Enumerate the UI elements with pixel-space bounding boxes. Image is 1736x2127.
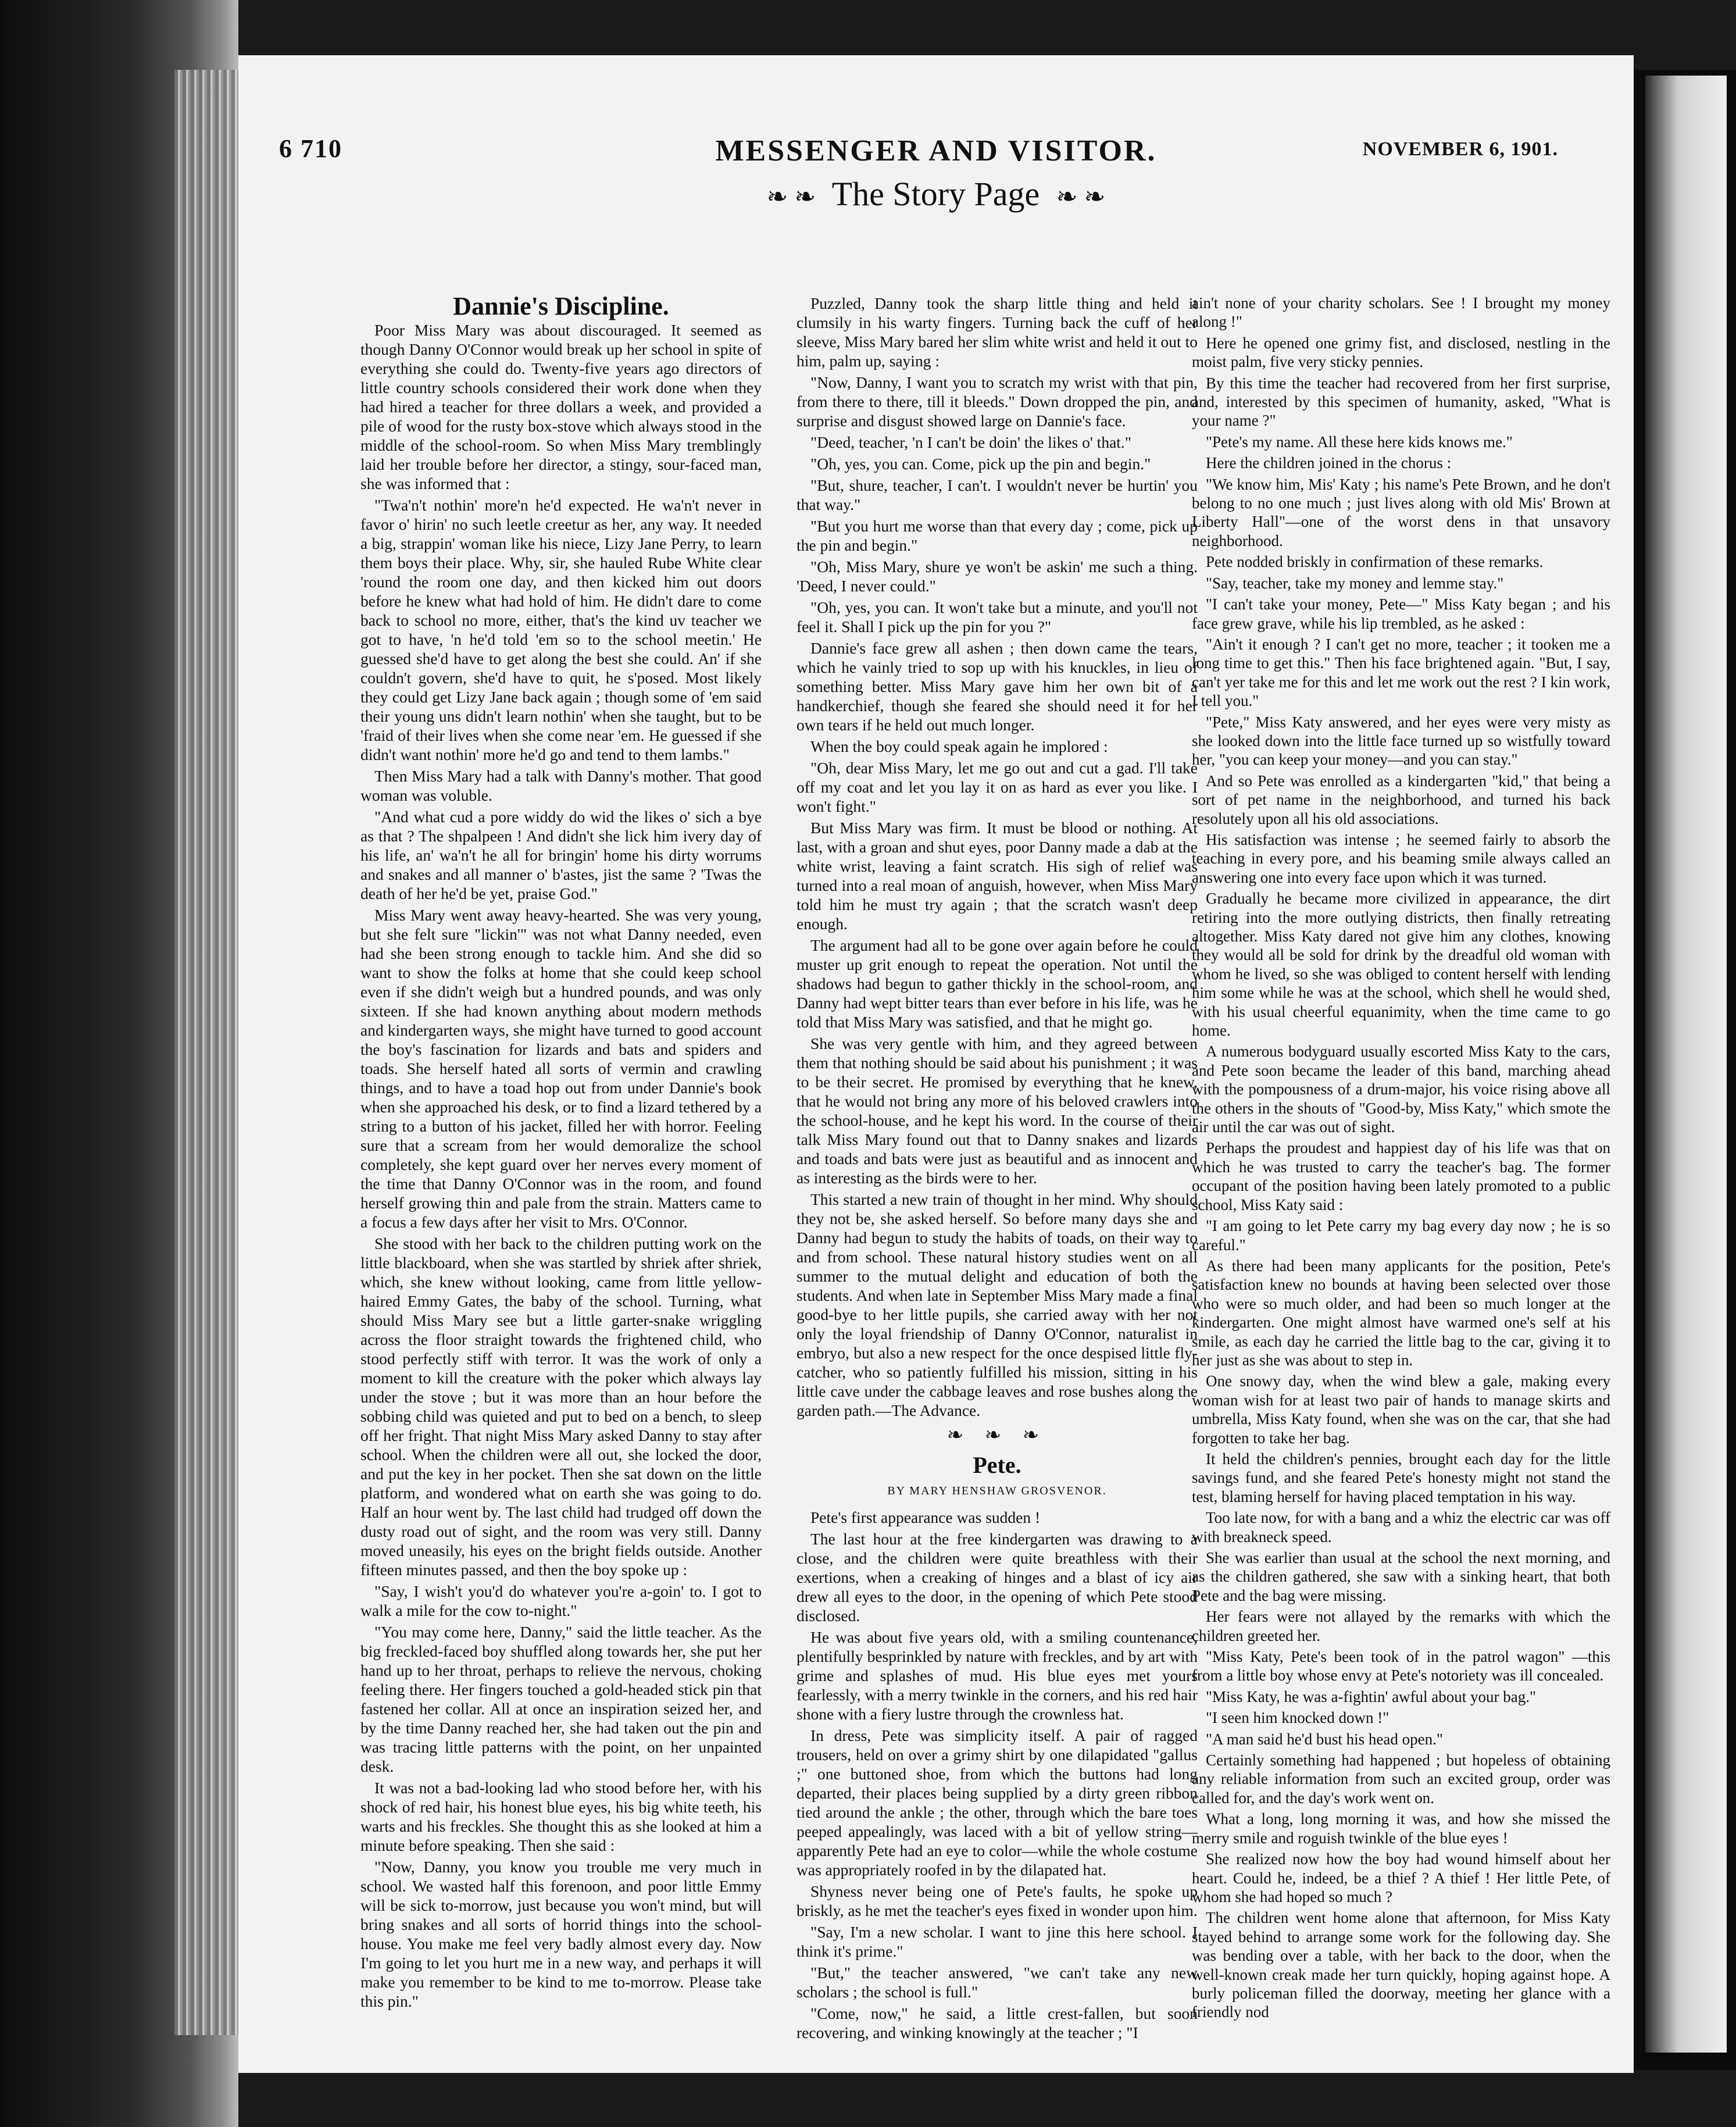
paragraph: "You may come here, Danny," said the little teacher. As the big freckled-faced boy shuffled along towards her, she put her hand up to her throat, perhaps to relieve the nervous, choking feeling there. Her fingers touched a gold-headed stick pin that fastened her collar. All at once an inspiration seized her, and by the time Danny reached her, she had taken out the pin and was tracing little patterns with the point, on her unpainted desk. xyxy=(360,1623,762,1775)
paragraph: What a long, long morning it was, and how she missed the merry smile and roguish twinkle of the blue eyes ! xyxy=(1192,1810,1610,1847)
paragraph: Certainly something had happened ; but hopeless of obtaining any reliable information from such an excited group, order was called for, and the day's work went on. xyxy=(1192,1751,1610,1807)
paragraph: ain't none of your charity scholars. See ! I brought my money along !" xyxy=(1192,294,1610,331)
issue-date: NOVEMBER 6, 1901. xyxy=(1362,138,1558,160)
paragraph: But Miss Mary was firm. It must be blood or nothing. At last, with a groan and shut eyes, poor Danny made a dab at the white wrist, leaving a faint scratch. His sigh of relief was turned into a real moan of anguish, however, when Miss Mary told him he must try again ; that the scratch wasn't deep enough. xyxy=(796,819,1198,933)
paragraph: "Miss Katy, Pete's been took of in the patrol wagon" —this from a little boy whose envy at Pete's notoriety was ill concealed. xyxy=(1192,1648,1610,1685)
paragraph: "I seen him knocked down !" xyxy=(1206,1709,1389,1727)
paragraph: "I can't take your money, Pete—" Miss Katy began ; and his face grew grave, while his lip trembled, as he asked : xyxy=(1192,595,1610,632)
column-2 xyxy=(796,241,1198,2044)
section-separator: ❧ ❧ ❧ xyxy=(946,1425,1048,1446)
paragraph: "Oh, Miss Mary, shure ye won't be askin' me such a thing. 'Deed, I never could." xyxy=(796,558,1198,595)
page-edges xyxy=(174,70,238,2035)
newspaper-page xyxy=(238,55,1634,2073)
paragraph: "But you hurt me worse than that every day ; come, pick up the pin and begin." xyxy=(796,517,1198,554)
section-title: The Story Page xyxy=(831,175,1040,213)
paragraph: The argument had all to be gone over again before he could muster up grit enough to repeat the operation. Not until the shadows had begun to gather thickly in the school-room, and Danny had wept bitter tears than ever before in his life, was he told that Miss Mary was satisfied, and that he might go. xyxy=(796,936,1198,1031)
paragraph: "Oh, yes, you can. Come, pick up the pin and begin." xyxy=(810,455,1151,473)
paragraph: He was about five years old, with a smiling countenance, plentifully besprinkled by nature with freckles, and by art with grime and splashes of mud. His blue eyes met yours fearlessly, with a merry twinkle in the corners, and his red hair shone with a fiery lustre through the crownless hat. xyxy=(796,1628,1198,1723)
paragraph: Here he opened one grimy fist, and disclosed, nestling in the moist palm, five very sticky pennies. xyxy=(1192,334,1610,371)
paragraph: "Now, Danny, you know you trouble me very much in school. We wasted half this forenoon, and poor little Emmy will be sick to-morrow, just because you won't mind, but will bring snakes and all sorts of horrid things into the school-house. You make me feel very badly almost every day. Now I'm going to let you hurt me in a new way, and perhaps it will make you remember to be kind to me to-morrow. Please take this pin." xyxy=(360,1858,762,2010)
paragraph: In dress, Pete was simplicity itself. A pair of ragged trousers, held on over a grimy shirt by one dilapidated "gallus ;" one buttoned shoe, from which the buttons had long departed, their places being supplied by a dirty green ribbon tied around the ankle ; the other, through which the bare toes peeped appealingly, was laced with a bit of yellow string—apparently Pete had an eye to color—while the whole costume was appropriately roofed in by the dilapated hat. xyxy=(796,1726,1198,1879)
paragraph: Then Miss Mary had a talk with Danny's mother. That good woman was voluble. xyxy=(360,767,762,804)
paragraph: "Pete's my name. All these here kids knows me." xyxy=(1206,433,1513,451)
paragraph: "We know him, Mis' Katy ; his name's Pete Brown, and he don't belong to no one much ; just lives along with old Mis' Brown at Liberty Hall"—one of the worst dens in that unsavory neighborhood. xyxy=(1192,475,1610,549)
paragraph: "Miss Katy, he was a-fightin' awful about your bag." xyxy=(1206,1687,1537,1705)
paragraph: Puzzled, Danny took the sharp little thing and held it clumsily in his warty fingers. Turning back the cuff of her sleeve, Miss Mary bared her slim white wrist and held it out to him, palm up, saying : xyxy=(796,294,1198,370)
paragraph: "A man said he'd bust his head open." xyxy=(1206,1730,1443,1748)
paragraph: "Now, Danny, I want you to scratch my wrist with that pin, from there to there, till it bleeds." Down dropped the pin, and surprise and disgust showed large on Dannie's face. xyxy=(796,373,1198,430)
paragraph: The last hour at the free kindergarten was drawing to a close, and the children were quite breathless with their exertions, when a creaking of hinges and a blast of icy air drew all eyes to the door, in the opening of which Pete stood disclosed. xyxy=(796,1530,1198,1625)
paragraph: She was very gentle with him, and they agreed between them that nothing should be said about his punishment ; it was to be their secret. He promised by everything that he knew, that he would not bring any more of his beloved crawlers into the school-house, and he kept his word. In the course of their talk Miss Mary found out that to Danny snakes and lizards and toads and bats were just as beautiful and as innocent and as interesting as the birds were to her. xyxy=(796,1034,1198,1187)
paragraph: Here the children joined in the chorus : xyxy=(1206,454,1452,472)
paragraph: This started a new train of thought in her mind. Why should they not be, she asked herself. So before many days she and Danny had begun to study the habits of toads, on their way to and from school. These natural history studies went on all summer to the mutual delight and education of both the students. And when late in September Miss Mary made a final good-bye to her little pupils, she carried away with her not only the loyal friendship of Danny O'Connor, naturalist in embryo, but also a new respect for the once despised little fly-catcher, who so patiently fulfilled his mission, sitting in his little cave under the cabbage leaves and rose bushes along the garden path.—The Advance. xyxy=(796,1190,1198,1419)
paragraph: Too late now, for with a bang and a whiz the electric car was off with breakneck speed. xyxy=(1192,1509,1610,1546)
paragraph: "Pete," Miss Katy answered, and her eyes were very misty as she looked down into the little face turned up so wistfully toward her, "you can keep your money—and you can stay." xyxy=(1192,713,1610,769)
paragraph: Shyness never being one of Pete's faults, he spoke up briskly, as he met the teacher's eyes fixed in wonder upon him. xyxy=(796,1882,1198,1919)
paragraph: "Say, I wish't you'd do whatever you're a-goin' to. I got to walk a mile for the cow to-night." xyxy=(360,1582,762,1619)
paragraph: His satisfaction was intense ; he seemed fairly to absorb the teaching in every pore, and his beaming smile always called an answering one into every face upon which it was turned. xyxy=(1192,830,1610,886)
paragraph: "Say, teacher, take my money and lemme stay." xyxy=(1206,574,1504,592)
paragraph: Pete nodded briskly in confirmation of these remarks. xyxy=(1206,553,1544,571)
paragraph: It was not a bad-looking lad who stood before her, with his shock of red hair, his honest blue eyes, his big white teeth, his warts and his freckles. She thought this as she looked at him a minute before speaking. Then she said : xyxy=(360,1779,762,1854)
paragraph: "Come, now," he said, a little crest-fallen, but soon recovering, and winking knowingly at the teacher ; "I xyxy=(796,2004,1198,2042)
page-number: 6 710 xyxy=(279,134,342,163)
paragraph: "But," the teacher answered, "we can't take any new scholars ; the school is full." xyxy=(796,1964,1198,2001)
paragraph: "Say, I'm a new scholar. I want to jine this here school. I think it's prime." xyxy=(796,1923,1198,1960)
ornament-icon: ❧ ❧ xyxy=(766,183,816,211)
publication-title: MESSENGER AND VISITOR. xyxy=(715,134,1157,167)
paragraph: Miss Mary went away heavy-hearted. She was very young, but she felt sure "lickin'" was not what Danny needed, even had she been strong enough to tackle him. And she did so want to show the folks at home that she could keep school even if she didn't weigh but a hundred pounds, and was only sixteen. If she had known anything about modern methods and kindergarten ways, she might have turned to good account the boy's fascination for lizards and bats and spiders and toads. She herself hated all sorts of vermin and crawling things, and to have a toad hop out from under Dannie's book when she approached his desk, or to find a lizard tethered by a string to a button of his jacket, filled her with horror. Feeling sure that a scream from her would demoralize the school completely, she kept guard over her nerves every moment of the time that Danny O'Connor was in the room, and found herself growing thin and pale from the strain. Matters came to a focus a few days after her visit to Mrs. O'Connor. xyxy=(360,906,762,1231)
paragraph: A numerous bodyguard usually escorted Miss Katy to the cars, and Pete soon became the leader of this band, marching ahead with the pompousness of a drum-major, his voice rising above all the others in the shouts of "Good-by, Miss Katy," which smote the air until the car was out of sight. xyxy=(1192,1043,1610,1136)
paragraph: She was earlier than usual at the school the next morning, and as the children gathered, she saw with a sinking heart, that both Pete and the bag were missing. xyxy=(1192,1549,1610,1604)
masthead xyxy=(238,134,1634,180)
paragraph: Pete's first appearance was sudden ! xyxy=(810,1508,1041,1526)
column-3 xyxy=(1192,241,1610,2024)
paragraph: As there had been many applicants for the position, Pete's satisfaction knew no bounds at having been selected over those who were so much older, and had been so much longer at the kindergarten. One might almost have warmed one's self at his smile, as each day he carried the little bag to the car, giving it to her just as she was about to step in. xyxy=(1192,1257,1610,1369)
paragraph: One snowy day, when the wind blew a gale, making every woman wish for at least two pair of hands to manage skirts and umbrella, Miss Katy found, when she was on the car, that she had forgotten to take her bag. xyxy=(1192,1372,1610,1447)
paragraph: "And what cud a pore widdy do wid the likes o' sich a bye as that ? The shpalpeen ! And didn't she lick him ivery day of his life, an' wa'n't he all for bringin' home his dirty worrums and snakes and all manner o' b'astes, jist the same ? 'Twas the death of her he'd be yet, praise God." xyxy=(360,808,762,902)
paragraph: "Oh, yes, you can. It won't take but a minute, and you'll not feel it. Shall I pick up the pin for you ?" xyxy=(796,598,1198,636)
paragraph: Dannie's face grew all ashen ; then down came the tears, which he vainly tried to sop up with his knuckles, in lieu of something better. Miss Mary gave him her own bit of a handkerchief, though she feared she should need it for her own tears if he held out much longer. xyxy=(796,639,1198,734)
paragraph: The children went home alone that afternoon, for Miss Katy stayed behind to arrange some work for the following day. She was bending over a table, with her back to the door, when the well-known creak made her turn quickly, hoping against hope. A burly policeman filled the doorway, meeting her glance with a friendly nod xyxy=(1192,1909,1610,2021)
paragraph: "But, shure, teacher, I can't. I wouldn't never be hurtin' you that way." xyxy=(796,476,1198,513)
paragraph: Gradually he became more civilized in appearance, the dirt retiring into the more outlying districts, then finally retreating altogether. Miss Katy dared not give him any clothes, knowing they would all be sold for drink by the dreadful old woman with whom he lived, so she was obliged to content herself with lending him some while he was at the school, which shell he would shed, with his usual cheerful equanimity, when the time came to go home. xyxy=(1192,890,1610,1040)
paragraph: Poor Miss Mary was about discouraged. It seemed as though Danny O'Connor would break up her school in spite of everything she could do. Twenty-five years ago directors of little country schools considered their work done when they had hired a teacher for three dollars a week, and provided a pile of wood for the rusty box-stove which always stood in the middle of the school-room. So when Miss Mary tremblingly laid her trouble before her director, a stingy, sour-faced man, she was informed that : xyxy=(360,321,762,493)
story-title: Dannie's Discipline. xyxy=(453,292,669,320)
paragraph: "Oh, dear Miss Mary, let me go out and cut a gad. I'll take off my coat and let you lay it on as hard as ever you like. I won't fight." xyxy=(796,759,1198,815)
story-body xyxy=(796,294,1198,1420)
paragraph: And so Pete was enrolled as a kindergarten "kid," that being a sort of pet name in the neighborhood, and turned his back resolutely upon all his old associations. xyxy=(1192,772,1610,827)
paragraph: Her fears were not allayed by the remarks with which the children greeted her. xyxy=(1192,1608,1610,1644)
paragraph: It held the children's pennies, brought each day for the little savings fund, and she feared Pete's honesty might not stand the test, blaming herself for having placed temptation in his way. xyxy=(1192,1450,1610,1505)
paragraph: "Deed, teacher, 'n I can't be doin' the likes o' that." xyxy=(810,433,1132,451)
story-title: Pete. xyxy=(973,1452,1021,1478)
byline: BY MARY HENSHAW GROSVENOR. xyxy=(887,1484,1107,1497)
paragraph: "Twa'n't nothin' more'n he'd expected. He wa'n't never in favor o' hirin' no such leetle creetur as her, any way. It needed a big, strappin' woman like his niece, Lizy Jane Perry, to learn them boys their place. Why, sir, she hauled Rube White clear 'round the room one day, and then kicked him out doors before he knew what had hold of him. He didn't dare to come back to school no more, either, that's the kind uv teacher we got to have, 'n he'd told 'em so to the school meetin.' He guessed she'd have to get along the best she could. An' if she couldn't govern, she'd have to quit, he s'posed. Most likely they could get Lizy Jane back again ; though some of 'em said their young uns didn't learn nothin' when she taught, but to be 'fraid of their lives when she come near 'em. He guessed if she didn't want nothin' more he'd go and tend to them lambs." xyxy=(360,496,762,763)
paragraph: She stood with her back to the children putting work on the little blackboard, when she was startled by shriek after shriek, which, she knew without looking, came from little yellow-haired Emmy Gates, the baby of the school. Turning, what should Miss Mary see but a little garter-snake wriggling across the floor straight towards the frightened child, who stood perfectly stiff with terror. It was the work of only a moment to kill the creature with the poker which always lay under the stove ; but it was more than an hour before the sobbing child was quieted and put to bed on a bench, to sleep off her fright. That night Miss Mary asked Danny to stay after school. When the children were all out, she locked the door, and put the key in her pocket. Then she sat down on the little platform, and wondered what on earth she was going to do. Half an hour went by. The last child had trudged off down the dusty road out of sight, and the room was very still. Danny moved uneasily, his eyes on the bright fields outside. Another fifteen minutes passed, and then the boy spoke up : xyxy=(360,1234,762,1579)
section-heading xyxy=(238,174,1634,213)
paragraph: Perhaps the proudest and happiest day of his life was that on which he was trusted to carry the teacher's bag. The former occupant of the position having been lately promoted to a public school, Miss Katy said : xyxy=(1192,1139,1610,1214)
ornament-icon: ❧ ❧ xyxy=(1056,183,1106,211)
column-1 xyxy=(360,241,762,2013)
paragraph: "I am going to let Pete carry my bag every day now ; he is so careful." xyxy=(1192,1217,1610,1254)
paragraph: "Ain't it enough ? I can't get no more, teacher ; it tooken me a long time to get this." Then his face brightened again. "But, I say, can't yer take me for this and let me work out the rest ? I kin work, I tell you." xyxy=(1192,635,1610,710)
paragraph: When the boy could speak again he implored : xyxy=(810,737,1108,755)
story-body xyxy=(360,320,762,2011)
story-body xyxy=(1192,294,1610,2022)
next-page-edge xyxy=(1645,76,1727,2053)
paragraph: By this time the teacher had recovered from her first surprise, and, interested by this specimen of humanity, asked, "What is your name ?" xyxy=(1192,374,1610,430)
story-body xyxy=(796,1508,1198,2042)
paragraph: She realized now how the boy had wound himself about her heart. Could he, indeed, be a thief ? A thief ! Her little Pete, of whom she had hoped so much ? xyxy=(1192,1850,1610,1905)
